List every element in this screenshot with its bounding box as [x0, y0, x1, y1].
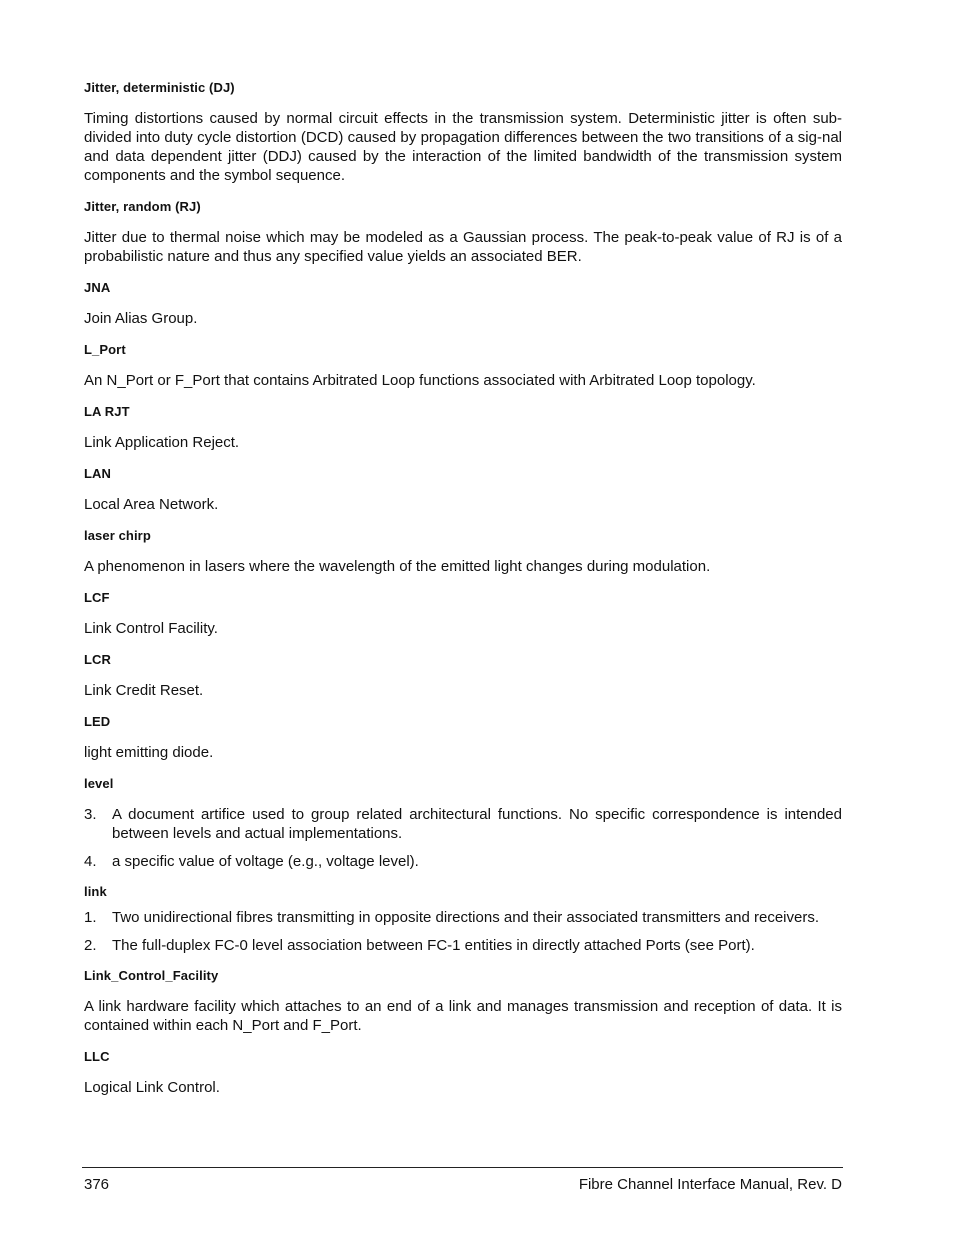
glossary-definition: Jitter due to thermal noise which may be modeled as a Gaussian process. The peak-to-peak value of RJ is of a probabilistic nature and thus any specified value yields an associated BER.: [84, 229, 842, 265]
glossary-term: Jitter, deterministic (DJ): [84, 80, 235, 95]
list-item: [84, 908, 842, 927]
glossary-entry-led: [84, 714, 842, 762]
glossary-entry-level: [84, 776, 842, 871]
numbered-list: [84, 805, 842, 871]
glossary-entry-link-control-facility: [84, 968, 842, 1035]
glossary-term: LCF: [84, 590, 110, 605]
glossary-term: JNA: [84, 280, 111, 295]
glossary-entry-llc: [84, 1049, 842, 1097]
glossary-term: LA RJT: [84, 404, 130, 419]
page-number: 376: [84, 1176, 110, 1193]
glossary-term: LLC: [84, 1049, 110, 1064]
glossary-definition: Link Control Facility.: [84, 620, 218, 637]
glossary-definition: Logical Link Control.: [84, 1079, 220, 1096]
list-item-number: 2.: [84, 937, 97, 954]
glossary-definition: Timing distortions caused by normal circuit effects in the transmission system. Deterministic jitter is often sub-divided into duty cycle distortion (DCD) caused by propagation differences between the two transitions of a sig-nal and data dependent jitter (DDJ) caused by the interaction of the limited bandwidth of the transmission system components and the symbol sequence.: [84, 110, 842, 184]
glossary-entry-laser-chirp: [84, 528, 842, 576]
glossary-definition: Local Area Network.: [84, 496, 219, 513]
list-item-text: The full-duplex FC-0 level association between FC-1 entities in directly attached Ports (see Port).: [112, 937, 755, 954]
glossary-term: LCR: [84, 652, 112, 667]
list-item-number: 4.: [84, 853, 97, 870]
list-item-text: Two unidirectional fibres transmitting in opposite directions and their associated transmitters and receivers.: [112, 909, 820, 926]
glossary-definition: An N_Port or F_Port that contains Arbitrated Loop functions associated with Arbitrated Loop topology.: [84, 372, 756, 389]
glossary-entry-jitter-deterministic: [84, 80, 842, 185]
list-item: [84, 805, 842, 843]
glossary-term: Jitter, random (RJ): [84, 199, 201, 214]
glossary-entry-lan: [84, 466, 842, 514]
numbered-list: [84, 908, 842, 955]
glossary-entry-link: [84, 884, 842, 955]
glossary-definition: A phenomenon in lasers where the wavelength of the emitted light changes during modulation.: [84, 558, 711, 575]
glossary-entry-jna: [84, 280, 842, 328]
glossary-entry-lcr: [84, 652, 842, 700]
glossary-entry-lcf: [84, 590, 842, 638]
glossary-term: LAN: [84, 466, 112, 481]
glossary-term: link: [84, 884, 107, 899]
glossary-definition: A link hardware facility which attaches to an end of a link and manages transmission and reception of data. It is contained within each N_Port and F_Port.: [84, 998, 842, 1034]
glossary-entry-la-rjt: [84, 404, 842, 452]
glossary-term: LED: [84, 714, 111, 729]
glossary-entry-l-port: [84, 342, 842, 390]
footer-divider: [82, 1167, 843, 1168]
glossary-definition: Link Credit Reset.: [84, 682, 204, 699]
glossary-definition: Link Application Reject.: [84, 434, 240, 451]
list-item-number: 3.: [84, 806, 97, 823]
list-item-text: A document artifice used to group related architectural functions. No specific correspondence is intended between levels and actual implementations.: [112, 806, 842, 842]
glossary-definition: light emitting diode.: [84, 744, 214, 761]
glossary-term: level: [84, 776, 114, 791]
list-item: [84, 852, 842, 871]
glossary-term: laser chirp: [84, 528, 151, 543]
glossary-entry-jitter-random: [84, 199, 842, 266]
list-item-text: a specific value of voltage (e.g., voltage level).: [112, 853, 419, 870]
glossary-content: [84, 80, 842, 1111]
glossary-term: L_Port: [84, 342, 126, 357]
list-item: [84, 936, 842, 955]
glossary-term: Link_Control_Facility: [84, 968, 219, 983]
list-item-number: 1.: [84, 909, 97, 926]
document-title: Fibre Channel Interface Manual, Rev. D: [578, 1176, 842, 1193]
glossary-definition: Join Alias Group.: [84, 310, 198, 327]
